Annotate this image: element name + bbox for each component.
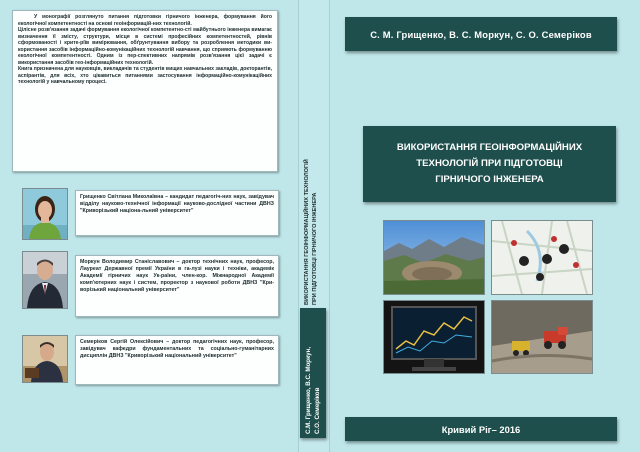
front-image-trucks — [491, 300, 593, 374]
mining-trucks-image — [492, 301, 592, 373]
front-authors-band — [345, 17, 617, 51]
author-bio-1: Грищенко Світлана Миколаївна – кандидат педагогіч-них наук, завідувач відділу науково-технічної інформації науково-дослідної частини ДВНЗ "Криворізький націона-льний університет" — [80, 194, 274, 215]
author-3-portrait — [23, 336, 67, 382]
annotation-panel — [12, 10, 278, 172]
author-2-portrait — [23, 252, 67, 308]
map-marker-2 — [542, 254, 552, 264]
author-bio-panel-1 — [75, 190, 279, 236]
author-bio-panel-2 — [75, 255, 279, 317]
front-image-mountains — [383, 220, 485, 295]
author-bio-3: Семеріков Сергій Олексійович – доктор педагогічних наук, професор, завідувач кафедри фундаментальних та соціально-гуманітарних дисциплін ДВНЗ "Криворізький національний університет" — [80, 339, 274, 360]
front-image-screen — [383, 300, 485, 374]
front-image-map — [491, 220, 593, 295]
author-photo-3 — [22, 335, 68, 383]
author-bio-panel-3 — [75, 335, 279, 385]
quarry-landscape-image — [384, 221, 484, 294]
spine-title: ВИКОРИСТАННЯ ГЕОІНФОРМАЦІЙНИХ ТЕХНОЛОГІЙ ПРИ ПІДГОТОВЦІ ГІРНИЧОГО ІНЖЕНЕРА — [304, 159, 318, 305]
author-photo-1 — [22, 188, 68, 240]
gis-map-image — [492, 221, 592, 294]
front-title-band — [363, 126, 616, 202]
spine-authors: С.М. Грищенко, В.С. Моркун, С.О. Семеріков — [305, 346, 321, 434]
author-photo-2 — [22, 251, 68, 309]
front-title-line-2: ТЕХНОЛОГІЙ ПРИ ПІДГОТОВЦІ — [416, 158, 563, 169]
map-marker-3 — [559, 244, 569, 254]
author-bio-2: Моркун Володимир Станіславович – доктор технічних наук, професор, Лауреат Державної премії України в га-лузі науки і техніки, академік Академії гірничих наук Ук-раїни, член-кор. Міжнародної Академії комп'ютерних наук і систем, проректор з наукової роботи ДВНЗ "Кри-ворізький національний університет" — [80, 259, 274, 294]
front-authors: С. М. Грищенко, В. С. Моркун, С. О. Семеріков — [370, 28, 592, 40]
map-marker-4 — [536, 273, 544, 281]
map-marker-1 — [519, 256, 529, 266]
imprint-text: Кривий Ріг– 2016 — [441, 423, 521, 435]
annotation-text: У монографії розглянуто питання підготовки гірничого інженера, формування його екологічної компетентності на основі геоінформацій-них технологій. Цілісне розв'язання задачі формування екологічної компетентно-сті майбутнього інженера вимагає визначення її змісту, структури, місця в системі професійних компетентностей, рівнів сформованості і крите-ріїв вимірювання, обґрунтування вибору та розроблення методики ви-користання засобів інформаційно-комунікаційних технологій навчання, що сприяють формуванню екологічної компетентності. Одним із пер-спективних напрямів розв'язання цієї задачі є використання засобів гео-інформаційних технологій. Книга призначена для науковців, викладачів та студентів вищих навчальних закладів, докторантів, аспірантів, для всіх, хто цікавиться питаннями застосування інформаційно-комунікаційних технологій у навчальному процесі. — [18, 14, 272, 86]
author-1-portrait — [23, 189, 67, 239]
monitor-chart-image — [384, 301, 484, 373]
front-title-line-1: ВИКОРИСТАННЯ ГЕОІНФОРМАЦІЙНИХ — [396, 142, 583, 153]
front-title-line-3: ГІРНИЧОГО ІНЖЕНЕРА — [435, 174, 544, 185]
imprint-band — [345, 417, 617, 441]
